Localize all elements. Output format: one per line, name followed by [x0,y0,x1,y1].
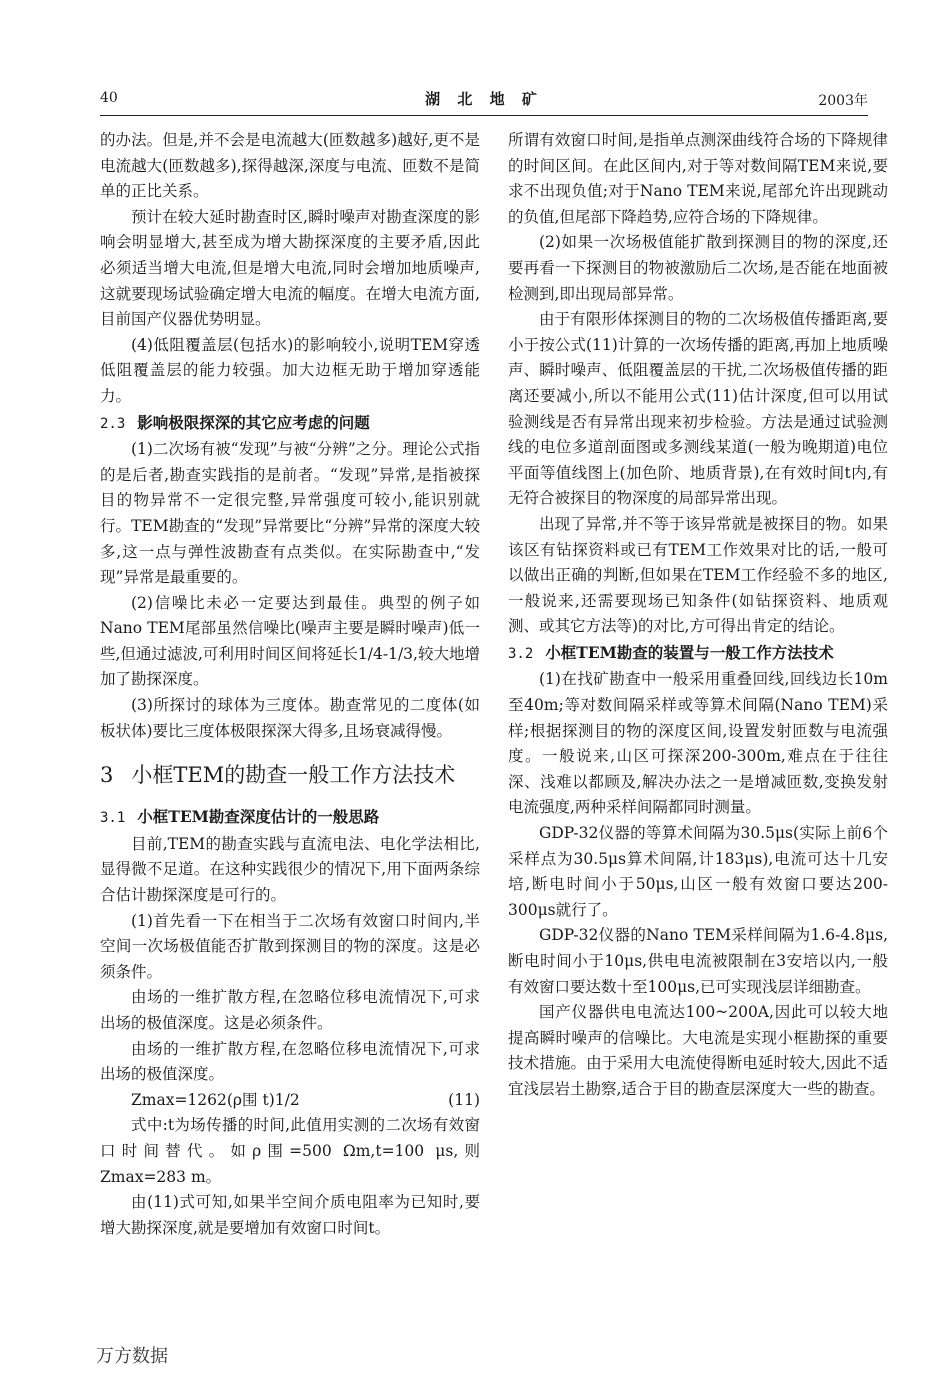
section-title: 小框TEM勘查深度估计的一般思路 [137,807,380,827]
running-header [100,86,868,116]
paragraph: (4)低阻覆盖层(包括水)的影响较小,说明TEM穿透低阻覆盖层的能力较强。加大边框无助于增加穿透能力。 [100,335,480,405]
equation-number: (11) [448,1090,480,1109]
section-number: 2.3 [100,415,126,432]
paragraph: 所谓有效窗口时间,是指单点测深曲线符合场的下降规律的时间区间。在此区间内,对于等对数间隔TEM来说,要求不出现负值;对于Nano TEM来说,尾部允许出现跳动的负值,但尾部下降趋势,应符合场的下降规律。 [508,131,888,226]
paragraph: 目前,TEM的勘查实践与直流电法、电化学法相比,显得微不足道。在这种实践很少的情况下,用下面两条综合估计勘探深度是可行的。 [100,834,480,905]
section-number: 3 [100,763,114,788]
paragraph: 国产仪器供电电流达100~200A,因此可以较大地提高瞬时噪声的信噪比。大电流是实现小框勘探的重要技术措施。由于采用大电流使得断电延时较大,因此不适宜浅层岩土勘察,适合于目的勘查层深度大一些的勘查。 [508,1003,888,1098]
equation-body: Zmax=1262(ρ围 t)1/2 [131,1090,300,1109]
equation-11 [100,1088,480,1114]
paragraph: (1)首先看一下在相当于二次场有效窗口时间内,半空间一次场极值能否扩散到探测目的物的深度。这是必须条件。 [100,911,480,981]
page-number: 40 [100,90,118,106]
paragraph: (1)二次场有被“发现”与被“分辨”之分。理论公式指的是后者,勘查实践指的是前者。“发现”异常,是指被探目的物异常不一定很完整,异常强度可较小,能识别就行。TEM勘查的“发现”异常要比“分辨”异常的深度大较多,这一点与弹性波勘查有点类似。在实际勘查中,“发现”异常是最重要的。 [100,440,480,587]
paragraph: (1)在找矿勘查中一般采用重叠回线,回线边长10m至40m;等对数间隔采样或等算术间隔(Nano TEM)采样;根据探测目的物的深度区间,设置发射匝数与电流强度。一般说来,山区可探深200-300m,难点在于往往深、浅难以都顾及,解决办法之一是增减匝数,变换发射电流强度,两种采样间隔都同时测量。 [508,670,888,817]
paragraph: 出现了异常,并不等于该异常就是被探目的物。如果该区有钻探资料或已有TEM工作效果对比的话,一般可以做出正确的判断,但如果在TEM工作经验不多的地区,一般说来,还需要现场已知条件(如钻探资料、地质观测、或其它方法等)的对比,方可得出肯定的结论。 [508,514,888,636]
paragraph: 由(11)式可知,如果半空间介质电阻率为已知时,要增大勘探深度,就是要增加有效窗口时间t。 [100,1193,480,1237]
paragraph: 由场的一维扩散方程,在忽略位移电流情况下,可求出场的极值深度。这是必须条件。 [100,988,480,1032]
section-heading-3-1 [100,804,480,832]
section-number: 3.1 [100,810,126,827]
section-title: 小框TEM勘查的装置与一般工作方法技术 [545,642,834,662]
section-title: 小框TEM的勘查一般工作方法技术 [131,763,456,788]
section-heading-3-2 [508,640,888,668]
section-number: 3.2 [508,645,534,662]
paragraph: (2)如果一次场极值能扩散到探测目的物的深度,还要再看一下探测目的物被激励后二次场,是否能在地面被检测到,即出现局部异常。 [508,233,888,303]
paragraph: 的办法。但是,并不会是电流越大(匝数越多)越好,更不是电流越大(匝数越多),探得越深,深度与电流、匝数不是简单的正比关系。 [100,131,480,201]
right-column [508,128,888,1103]
paragraph: 预计在较大延时勘查时区,瞬时噪声对勘查深度的影响会明显增大,甚至成为增大勘探深度的主要矛盾,因此必须适当增大电流,但是增大电流,同时会增加地质噪声,这就要现场试验确定增大电流的幅度。在增大电流方面,目前国产仪器优势明显。 [100,207,480,329]
paragraph: 由场的一维扩散方程,在忽略位移电流情况下,可求出场的极值深度。 [100,1039,480,1084]
issue-year: 2003年 [818,93,868,109]
left-column [100,128,480,1241]
paragraph: 由于有限形体探测目的物的二次场极值传播距离,要小于按公式(11)计算的一次场传播的距离,再加上地质噪声、瞬时噪声、低阻覆盖层的干扰,二次场极值传播的距离还要减小,所以不能用公式(11)估计深度,但可以用试验测线是否有异常出现来初步检验。方法是通过试验测线的电位多道剖面图或多测线某道(一般为晚期道)电位平面等值线图上(加色阶、地质背景),在有效时间t内,有无符合被探目的物深度的局部异常出现。 [508,310,888,508]
section-heading-2-3 [100,410,480,438]
watermark-text: 万方数据 [96,1346,168,1367]
paragraph: GDP-32仪器的等算术间隔为30.5μs(实际上前6个采样点为30.5μs算术间隔,计183μs),电流可达十几安培,断电时间小于50μs,山区一般有效窗口要达200-300μs就行了。 [508,824,888,919]
section-heading-3 [100,760,480,790]
section-title: 影响极限探深的其它应考虑的问题 [137,412,370,432]
paragraph: (3)所探讨的球体为三度体。勘查常见的二度体(如板状体)要比三度体极限探深大得多,且场衰减得慢。 [100,696,480,740]
journal-title: 湖 北 地 矿 [425,90,543,108]
paragraph: 式中:t为场传播的时间,此值用实测的二次场有效窗口时间替代。如ρ围=500 Ωm,t=100 μs,则Zmax=283 m。 [100,1116,480,1186]
paragraph: GDP-32仪器的Nano TEM采样间隔为1.6-4.8μs,断电时间小于10μs,供电电流被限制在3安培以内,一般有效窗口要达数十至100μs,已可实现浅层详细勘查。 [508,926,888,996]
paragraph: (2)信噪比未必一定要达到最佳。典型的例子如Nano TEM尾部虽然信噪比(噪声主要是瞬时噪声)低一些,但通过滤波,可利用时间区间将延长1/4-1/3,较大地增加了勘探深度。 [100,593,480,689]
